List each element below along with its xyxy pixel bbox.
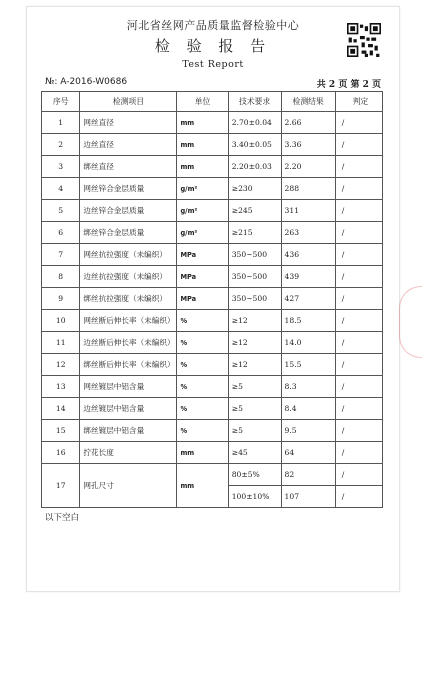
table-row [42,464,383,486]
row-result: 18.5 [281,310,335,332]
row-item: 边丝抗拉强度（未编织） [80,266,177,288]
row-requirement: ≥12 [228,310,281,332]
seal-stamp [399,286,422,358]
row-requirement: ≥12 [228,354,281,376]
row-result: 8.4 [281,398,335,420]
row-judgement: / [335,244,382,266]
row-number: 7 [42,244,80,266]
row-unit: % [177,376,228,398]
row-result: 436 [281,244,335,266]
table-header-row [42,92,383,112]
report-title: 检 验 报 告 [154,37,272,55]
row-unit: g/m² [177,222,228,244]
row-judgement: / [335,354,382,376]
row-unit: % [177,332,228,354]
row-requirement: 2.20±0.03 [228,156,281,178]
report-title-en: Test Report [182,59,244,70]
row-requirement: 100±10% [228,486,281,508]
row-item: 网丝直径 [80,112,177,134]
row-requirement: ≥230 [228,178,281,200]
row-requirement: 80±5% [228,464,281,486]
row-requirement: 350~500 [228,244,281,266]
row-result: 3.36 [281,134,335,156]
row-number: 8 [42,266,80,288]
row-unit: mm [177,156,228,178]
row-item: 网丝断后伸长率（未编织） [80,310,177,332]
row-number: 9 [42,288,80,310]
row-requirement: ≥5 [228,376,281,398]
row-judgement: / [335,486,382,508]
col-header-result: 检测结果 [281,92,335,112]
row-unit: mm [177,134,228,156]
row-result: 14.0 [281,332,335,354]
row-number: 16 [42,442,80,464]
row-unit: g/m² [177,200,228,222]
qr-code-icon [347,23,381,57]
results-table [41,91,383,508]
table-row [42,200,383,222]
row-item: 绑丝抗拉强度（未编织） [80,288,177,310]
row-requirement: 3.40±0.05 [228,134,281,156]
row-number: 15 [42,420,80,442]
row-item: 绑丝镀层中铝含量 [80,420,177,442]
row-item: 边丝断后伸长率（未编织） [80,332,177,354]
row-unit: MPa [177,288,228,310]
row-unit: mm [177,442,228,464]
row-number: 10 [42,310,80,332]
row-number: 6 [42,222,80,244]
table-row [42,332,383,354]
col-header-no: 序号 [42,92,80,112]
report-number: №: A-2016-W0686 [45,77,128,87]
row-judgement: / [335,156,382,178]
row-number: 12 [42,354,80,376]
row-judgement: / [335,420,382,442]
organization-name: 河北省丝网产品质量监督检验中心 [126,19,300,32]
row-result: 107 [281,486,335,508]
row-result: 263 [281,222,335,244]
table-row [42,266,383,288]
row-number: 3 [42,156,80,178]
row-item: 网丝镀层中铝含量 [80,376,177,398]
table-row [42,376,383,398]
row-result: 288 [281,178,335,200]
row-judgement: / [335,200,382,222]
table-row [42,420,383,442]
row-judgement: / [335,222,382,244]
row-requirement: ≥5 [228,398,281,420]
row-item: 绑丝锌合金层质量 [80,222,177,244]
row-item: 边丝锌合金层质量 [80,200,177,222]
row-item: 边丝镀层中铝含量 [80,398,177,420]
row-unit: MPa [177,244,228,266]
row-number: 11 [42,332,80,354]
row-result: 2.20 [281,156,335,178]
row-judgement: / [335,134,382,156]
row-item: 网丝锌合金层质量 [80,178,177,200]
row-item: 网丝抗拉强度（未编织） [80,244,177,266]
table-row [42,310,383,332]
row-unit: % [177,354,228,376]
row-requirement: 2.70±0.04 [228,112,281,134]
row-requirement: ≥45 [228,442,281,464]
row-result: 15.5 [281,354,335,376]
col-header-requirement: 技术要求 [228,92,281,112]
row-result: 64 [281,442,335,464]
row-number: 4 [42,178,80,200]
row-item: 绑丝断后伸长率（未编织） [80,354,177,376]
row-unit: g/m² [177,178,228,200]
row-item: 网孔尺寸 [80,464,177,508]
row-result: 2.66 [281,112,335,134]
page-info: 共 2 页 第 2 页 [316,80,381,90]
table-row [42,112,383,134]
row-unit: mm [177,464,228,508]
row-judgement: / [335,332,382,354]
row-judgement: / [335,398,382,420]
table-row [42,288,383,310]
table-row [42,178,383,200]
row-requirement: 350~500 [228,266,281,288]
row-unit: % [177,398,228,420]
row-requirement: ≥215 [228,222,281,244]
table-row [42,156,383,178]
report-sheet [26,6,400,592]
row-requirement: ≥5 [228,420,281,442]
row-result: 439 [281,266,335,288]
table-row [42,222,383,244]
table-row [42,398,383,420]
row-judgement: / [335,376,382,398]
row-unit: mm [177,112,228,134]
row-requirement: ≥12 [228,332,281,354]
row-result: 8.3 [281,376,335,398]
col-header-item: 检测项目 [80,92,177,112]
row-judgement: / [335,310,382,332]
col-header-unit: 单位 [177,92,228,112]
row-requirement: 350~500 [228,288,281,310]
row-judgement: / [335,442,382,464]
col-header-judgement: 判定 [335,92,382,112]
row-number: 2 [42,134,80,156]
table-row [42,244,383,266]
row-judgement: / [335,266,382,288]
row-result: 427 [281,288,335,310]
row-number: 14 [42,398,80,420]
row-unit: MPa [177,266,228,288]
row-number: 17 [42,464,80,508]
row-judgement: / [335,464,382,486]
row-item: 拧花长度 [80,442,177,464]
row-result: 311 [281,200,335,222]
table-row [42,134,383,156]
row-number: 1 [42,112,80,134]
row-result: 82 [281,464,335,486]
table-row [42,442,383,464]
row-judgement: / [335,112,382,134]
row-number: 13 [42,376,80,398]
footer-note: 以下空白 [45,513,80,523]
row-number: 5 [42,200,80,222]
row-judgement: / [335,178,382,200]
table-row [42,354,383,376]
row-unit: % [177,310,228,332]
row-unit: % [177,420,228,442]
row-requirement: ≥245 [228,200,281,222]
row-judgement: / [335,288,382,310]
row-result: 9.5 [281,420,335,442]
row-item: 边丝直径 [80,134,177,156]
row-item: 绑丝直径 [80,156,177,178]
